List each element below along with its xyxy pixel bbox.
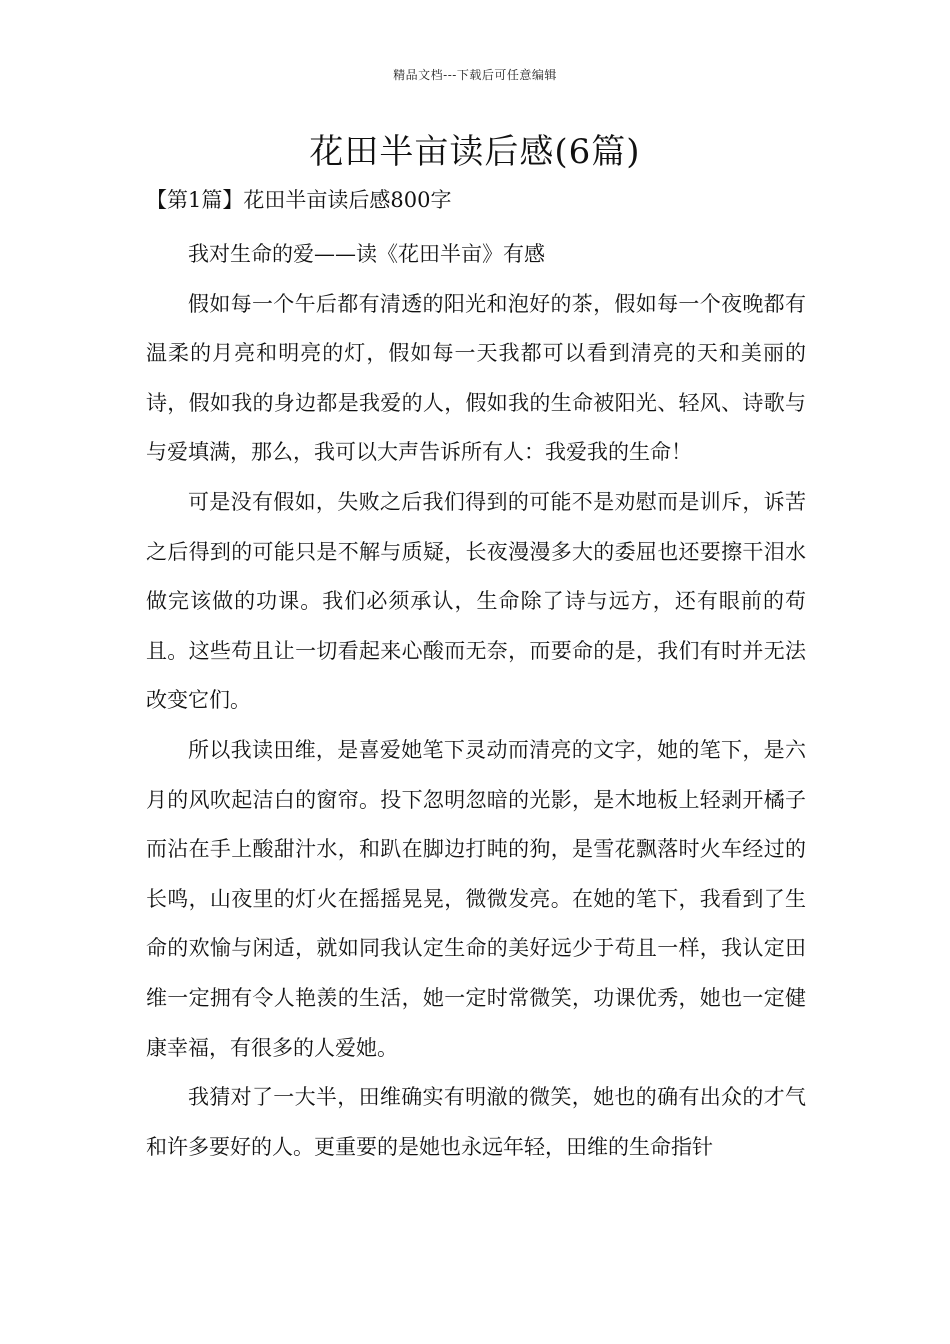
header-note: 精品文档---下载后可任意编辑 xyxy=(393,68,557,82)
section-heading: 【第1篇】花田半亩读后感800字 xyxy=(146,188,452,212)
paragraph: 可是没有假如，失败之后我们得到的可能不是劝慰而是训斥，诉苦之后得到的可能只是不解与质疑，长夜漫漫多大的委屈也还要擦干泪水做完该做的功课。我们必须承认，生命除了诗与远方，还有眼前的苟且。这些苟且让一切看起来心酸而无奈，而要命的是，我们有时并无法改变它们。 xyxy=(146,489,806,713)
paragraph: 假如每一个午后都有清透的阳光和泡好的茶，假如每一个夜晚都有温柔的月亮和明亮的灯，假如每一天我都可以看到清亮的天和美丽的诗，假如我的身边都是我爱的人，假如我的生命被阳光、轻风、诗歌与与爱填满，那么，我可以大声告诉所有人：我爱我的生命！ xyxy=(146,291,806,465)
paragraph: 我猜对了一大半，田维确实有明澈的微笑，她也的确有出众的才气和许多要好的人。更重要的是她也永远年轻，田维的生命指针 xyxy=(146,1085,806,1159)
paragraph: 所以我读田维，是喜爱她笔下灵动而清亮的文字，她的笔下，是六月的风吹起洁白的窗帘。投下忽明忽暗的光影，是木地板上轻剥开橘子而沾在手上酸甜汁水，和趴在脚边打盹的狗，是雪花飘落时火车经过的长鸣，山夜里的灯火在摇摇晃晃，微微发亮。在她的笔下，我看到了生命的欢愉与闲适，就如同我认定生命的美好远少于苟且一样，我认定田维一定拥有令人艳羡的生活，她一定时常微笑，功课优秀，她也一定健康幸福，有很多的人爱她。 xyxy=(146,737,806,1060)
article-subtitle: 我对生命的爱——读《花田半亩》有感 xyxy=(188,242,545,266)
document-title: 花田半亩读后感(6篇) xyxy=(309,132,641,172)
article-body xyxy=(146,230,806,1172)
